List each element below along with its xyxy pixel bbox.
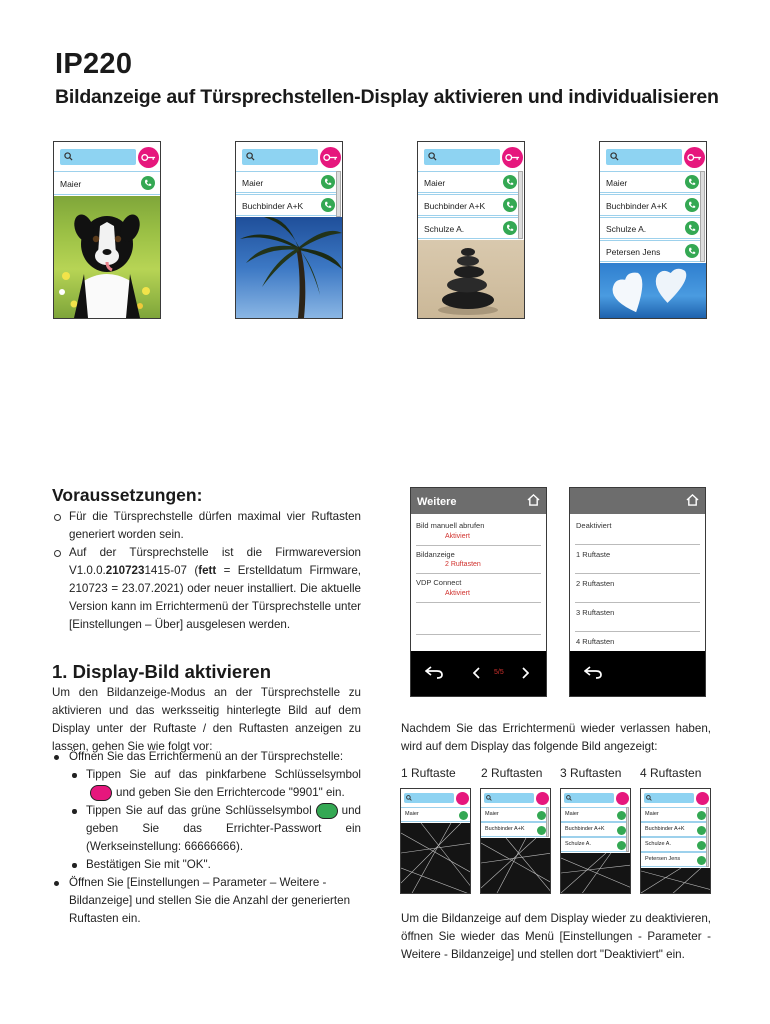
- result-display-1: [400, 788, 471, 894]
- search-field[interactable]: [404, 793, 454, 803]
- call-row[interactable]: [236, 171, 336, 193]
- scrollbar[interactable]: [700, 171, 705, 262]
- substep-item: [69, 802, 361, 856]
- display-example-3: [417, 141, 525, 319]
- scrollbar[interactable]: [626, 807, 629, 852]
- call-row[interactable]: [418, 171, 518, 193]
- call-row[interactable]: [600, 171, 700, 193]
- display-example-1: [53, 141, 161, 319]
- key-icon[interactable]: [696, 792, 709, 805]
- search-icon: [646, 795, 652, 801]
- call-row-name: Schulze A.: [606, 224, 647, 234]
- phone-icon[interactable]: [141, 176, 155, 190]
- requirement-text: 1415-07 (: [144, 564, 199, 577]
- divider: [575, 602, 700, 603]
- call-row-name: Buchbinder A+K: [424, 201, 486, 211]
- requirement-item: Für die Türsprechstelle dürfen maximal vier Ruftasten generiert worden sein.: [52, 508, 361, 544]
- label-2-ruftasten: 2 Ruftasten: [481, 766, 543, 780]
- call-row[interactable]: [481, 822, 547, 837]
- divider: [416, 545, 541, 546]
- home-icon[interactable]: [527, 494, 540, 506]
- phone-icon[interactable]: [503, 221, 517, 235]
- phone-icon[interactable]: [321, 175, 335, 189]
- menu-item-value: 2 Ruftasten: [445, 561, 481, 568]
- section1-heading: 1. Display-Bild aktivieren: [52, 661, 272, 682]
- label-4-ruftasten: 4 Ruftasten: [640, 766, 702, 780]
- step-item: Öffnen Sie [Einstellungen – Parameter – Weitere - Bildanzeige] und stellen Sie die Anzahl der generierten Ruftasten ein.: [52, 874, 361, 928]
- call-row-name: Maier: [485, 811, 499, 817]
- call-row[interactable]: [600, 217, 700, 239]
- phone-icon[interactable]: [697, 811, 706, 820]
- display-example-2: [235, 141, 343, 319]
- option-4-ruftasten[interactable]: 4 Ruftasten: [576, 637, 615, 646]
- call-row[interactable]: [641, 822, 707, 837]
- scrollbar[interactable]: [706, 807, 709, 867]
- call-row[interactable]: [561, 807, 627, 822]
- menu-screen-weitere: [410, 487, 547, 697]
- key-icon[interactable]: [138, 147, 159, 168]
- back-icon[interactable]: [584, 666, 602, 679]
- label-3-ruftasten: 3 Ruftasten: [560, 766, 622, 780]
- back-icon[interactable]: [425, 666, 443, 679]
- menu-header: [411, 488, 546, 514]
- phone-icon[interactable]: [697, 841, 706, 850]
- call-row-name: Buchbinder A+K: [565, 826, 605, 832]
- requirement-bold: 210723: [105, 564, 145, 577]
- menu-title: Weitere: [417, 496, 457, 508]
- divider: [575, 631, 700, 632]
- phone-icon[interactable]: [697, 856, 706, 865]
- search-field[interactable]: [564, 793, 614, 803]
- substep-text: und geben Sie das Errichter-Passwort ein (Werkseinstellung: 66666666).: [86, 804, 361, 853]
- voraussetzungen-heading: Voraussetzungen:: [52, 485, 203, 505]
- pink-key-icon: [90, 785, 112, 801]
- key-icon[interactable]: [536, 792, 549, 805]
- call-row[interactable]: [236, 194, 336, 216]
- deactivate-description: Um die Bildanzeige auf dem Display wieder zu deaktivieren, öffnen Sie wieder das Menü [Einstellungen - Parameter - Weitere - Bildanzeige] und stellen dort "Deaktiviert" ein.: [401, 912, 711, 961]
- menu-item-value: Aktiviert: [445, 533, 470, 540]
- call-row-name: Buchbinder A+K: [485, 826, 525, 832]
- substep-item: [69, 766, 361, 802]
- option-deaktiviert[interactable]: Deaktiviert: [576, 521, 612, 530]
- scrollbar[interactable]: [546, 807, 549, 837]
- page-subtitle: Bildanzeige auf Türsprechstellen-Display aktivieren und individualisieren: [55, 86, 719, 108]
- option-1-ruftaste[interactable]: 1 Ruftaste: [576, 550, 611, 559]
- chevron-left-icon[interactable]: [473, 667, 481, 679]
- call-row-name: Schulze A.: [565, 841, 591, 847]
- green-key-icon: [316, 803, 338, 819]
- palm-photo: [236, 217, 342, 318]
- default-background-image: [481, 838, 550, 893]
- requirement-item: [52, 544, 361, 634]
- requirement-text: Auf der Türsprechstelle ist die Firmwareversion V1.0.0.: [69, 546, 361, 577]
- phone-icon[interactable]: [537, 826, 546, 835]
- requirements-list: [52, 508, 361, 634]
- option-2-ruftasten[interactable]: 2 Ruftasten: [576, 579, 615, 588]
- display-example-4: [599, 141, 707, 319]
- phone-icon[interactable]: [503, 198, 517, 212]
- label-1-ruftaste: 1 Ruftaste: [401, 766, 456, 780]
- phone-icon[interactable]: [617, 811, 626, 820]
- call-row[interactable]: [481, 807, 547, 822]
- step-text: Öffnen Sie das Errichtermenü an der Türsprechstelle:: [69, 750, 344, 763]
- call-row-name: Petersen Jens: [606, 247, 661, 257]
- menu-item-value: Aktiviert: [445, 590, 470, 597]
- step-item: [52, 748, 361, 874]
- result-display-4: [640, 788, 711, 894]
- call-row[interactable]: [401, 807, 470, 822]
- phone-icon[interactable]: [503, 175, 517, 189]
- phone-icon[interactable]: [685, 175, 699, 189]
- phone-icon[interactable]: [685, 244, 699, 258]
- divider: [575, 573, 700, 574]
- search-icon: [486, 795, 492, 801]
- search-field[interactable]: [484, 793, 534, 803]
- call-row-name: Schulze A.: [645, 841, 671, 847]
- phone-icon[interactable]: [459, 811, 468, 820]
- call-row-name: Schulze A.: [424, 224, 465, 234]
- call-row[interactable]: [418, 217, 518, 239]
- substep-item: Bestätigen Sie mit "OK".: [69, 856, 361, 874]
- search-icon: [64, 152, 73, 161]
- phone-icon[interactable]: [321, 198, 335, 212]
- call-row-name: Buchbinder A+K: [645, 826, 685, 832]
- divider: [416, 634, 541, 635]
- phone-icon[interactable]: [685, 198, 699, 212]
- home-icon[interactable]: [686, 494, 699, 506]
- search-field[interactable]: [60, 149, 136, 165]
- menu-footer: [411, 651, 546, 696]
- call-row[interactable]: [641, 852, 707, 867]
- call-row[interactable]: [418, 194, 518, 216]
- call-row[interactable]: [54, 171, 160, 195]
- call-row[interactable]: [641, 837, 707, 852]
- call-row-name: Maier: [645, 811, 659, 817]
- divider: [575, 544, 700, 545]
- menu-header: [570, 488, 705, 514]
- key-icon[interactable]: [320, 147, 341, 168]
- key-icon[interactable]: [616, 792, 629, 805]
- call-row-name: Maier: [565, 811, 579, 817]
- call-row[interactable]: [600, 240, 700, 262]
- scrollbar[interactable]: [518, 171, 523, 239]
- substep-text: Tippen Sie auf das grüne Schlüsselsymbol: [86, 804, 312, 817]
- key-icon[interactable]: [684, 147, 705, 168]
- search-field[interactable]: [424, 149, 500, 165]
- key-icon[interactable]: [502, 147, 523, 168]
- call-row-name: Petersen Jens: [645, 856, 681, 862]
- chevron-right-icon[interactable]: [521, 667, 529, 679]
- menu-item-label[interactable]: Bildanzeige: [416, 550, 455, 559]
- phone-icon[interactable]: [617, 826, 626, 835]
- divider: [416, 573, 541, 574]
- call-row-name: Buchbinder A+K: [242, 201, 304, 211]
- menu-item-label[interactable]: Bild manuell abrufen: [416, 521, 485, 530]
- substep-text: und geben Sie den Errichtercode "9901" ein.: [116, 786, 345, 799]
- divider: [416, 602, 541, 603]
- option-3-ruftasten[interactable]: 3 Ruftasten: [576, 608, 615, 617]
- call-row-name: Maier: [242, 178, 264, 188]
- requirement-text: = Erstelldatum Firmware, 210723 = 23.07.2021) oder neuer installiert. Die aktuelle Version kann im Errichtermenü der Türsprechstelle unter [Einstellungen – Über] ausgelesen werden.: [69, 564, 361, 631]
- call-row[interactable]: [600, 194, 700, 216]
- call-row-name: Maier: [424, 178, 446, 188]
- hearts-photo: [600, 263, 706, 318]
- dog-photo: [54, 196, 160, 318]
- page-indicator: 5/5: [494, 669, 504, 676]
- section1-intro: Um den Bildanzeige-Modus an der Türsprechstelle zu aktivieren und das werksseitig hinterlegte Bild auf dem Display unter der Ruftaste / den Ruftasten anzeigen zu lassen, gehen Sie wie folgt vor:: [52, 686, 361, 753]
- search-icon: [246, 152, 255, 161]
- steps-list: [52, 748, 361, 928]
- call-row[interactable]: [561, 822, 627, 837]
- stones-photo: [418, 240, 524, 318]
- call-row[interactable]: [641, 807, 707, 822]
- menu-item-label[interactable]: VDP Connect: [416, 578, 462, 587]
- scrollbar[interactable]: [336, 171, 341, 217]
- call-row-name: Maier: [60, 179, 82, 189]
- menu-footer: [570, 651, 705, 696]
- result-display-3: [560, 788, 631, 894]
- default-background-image: [561, 853, 630, 893]
- search-icon: [406, 795, 412, 801]
- search-field[interactable]: [242, 149, 318, 165]
- search-icon: [428, 152, 437, 161]
- result-display-2: [480, 788, 551, 894]
- call-row-name: Maier: [606, 178, 628, 188]
- key-icon[interactable]: [456, 792, 469, 805]
- requirement-bold: fett: [198, 564, 217, 577]
- search-icon: [610, 152, 619, 161]
- substep-text: Tippen Sie auf das pinkfarbene Schlüsselsymbol: [86, 768, 361, 781]
- menu-screen-bildanzeige: [569, 487, 706, 697]
- search-field[interactable]: [606, 149, 682, 165]
- call-row[interactable]: [561, 837, 627, 852]
- phone-icon[interactable]: [537, 811, 546, 820]
- phone-icon[interactable]: [617, 841, 626, 850]
- search-icon: [566, 795, 572, 801]
- phone-icon[interactable]: [685, 221, 699, 235]
- default-background-image: [641, 868, 710, 893]
- page-title: IP220: [55, 48, 133, 80]
- call-row-name: Buchbinder A+K: [606, 201, 668, 211]
- default-background-image: [401, 823, 470, 893]
- search-field[interactable]: [644, 793, 694, 803]
- call-row-name: Maier: [405, 811, 419, 817]
- substeps-list: [69, 766, 361, 874]
- result-description: Nachdem Sie das Errichtermenü wieder verlassen haben, wird auf dem Display das folgende Bild angezeigt:: [401, 722, 711, 753]
- phone-icon[interactable]: [697, 826, 706, 835]
